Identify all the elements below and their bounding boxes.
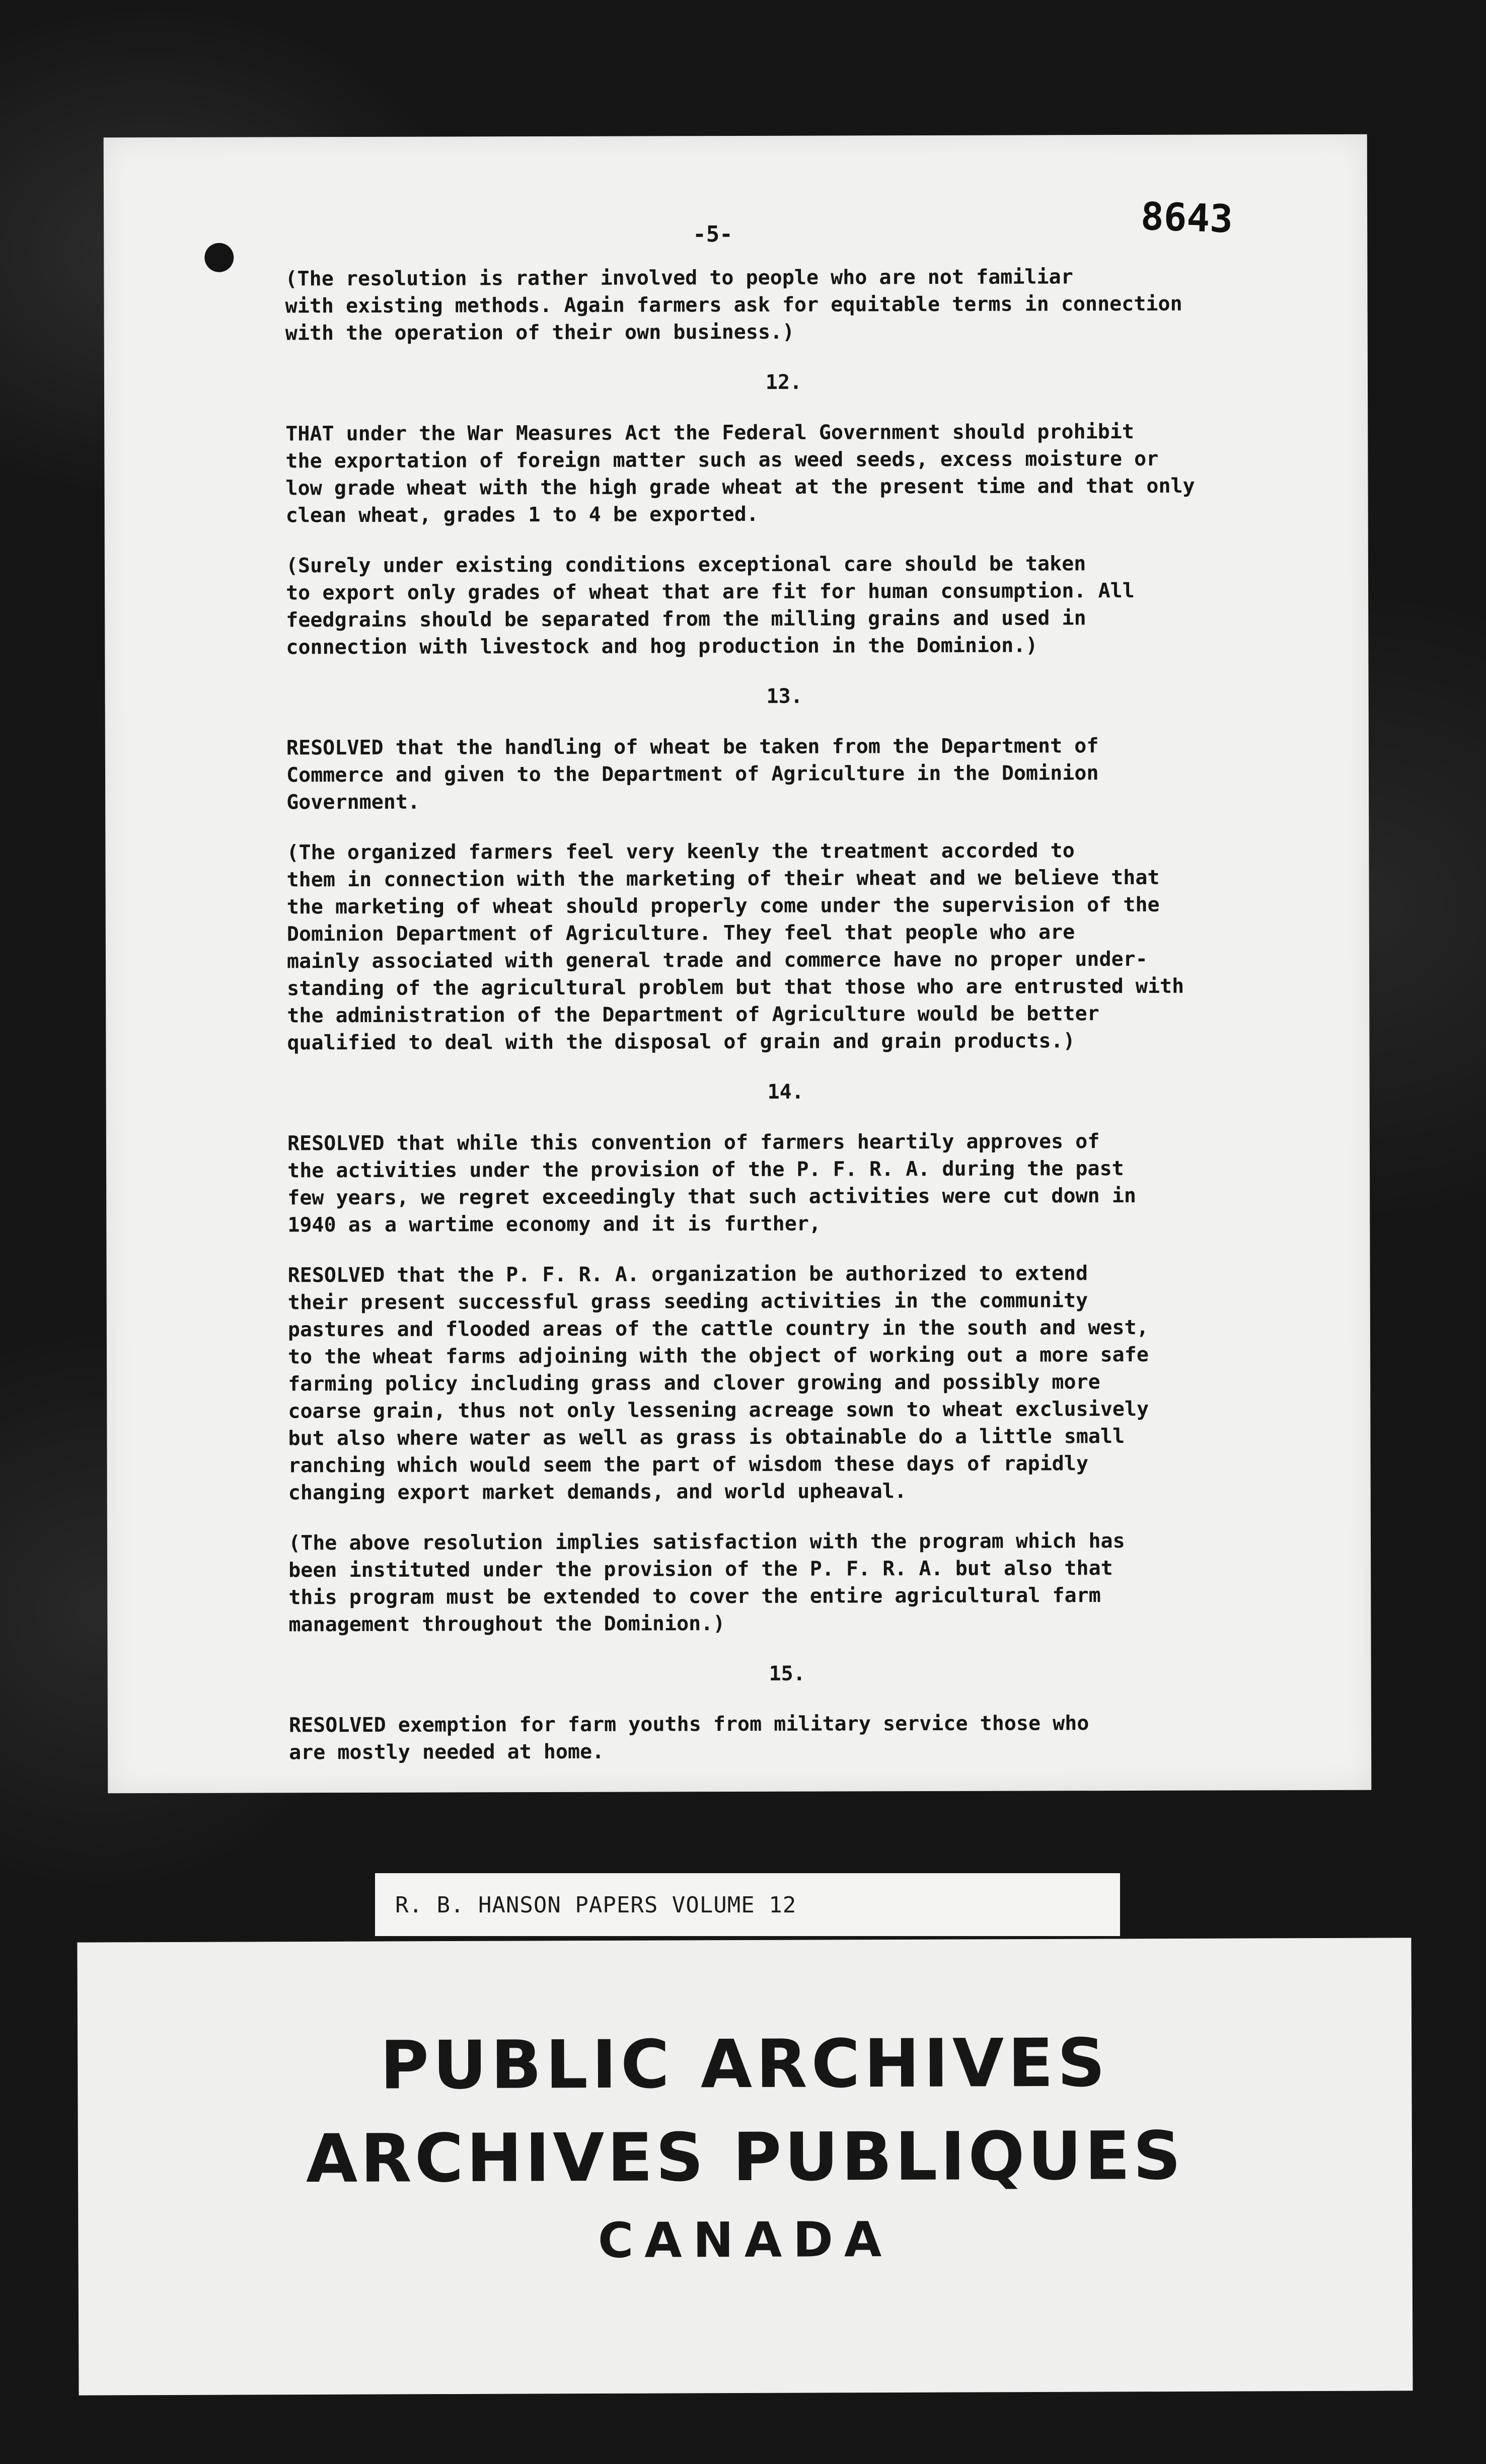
- archives-country: CANADA: [598, 2211, 893, 2269]
- folio-number: 8643: [1140, 193, 1234, 242]
- archives-title-english: PUBLIC ARCHIVES: [380, 2024, 1109, 2105]
- section-13-note: (The organized farmers feel very keenly the treatment accorded to them in connection with the marketing of their wheat and we believe that the marketing of wheat should properly come under the supervision of the Dominion Department of Agriculture. They feel that people who are mainly associated with general trade and commerce have no proper under- standing of the agricultural problem but that those who are entrusted with the administration of the Department of Agriculture would be better qualified to deal with the disposal of grain and grain products.): [286, 839, 1184, 1055]
- section-14-text-2: RESOLVED that the P. F. R. A. organization be authorized to extend their present successful grass seeding activities in the community pastures and flooded areas of the cattle country in the south and west, to the wheat farms adjoining with the object of working out a more safe farming policy including grass and clover growing and possibly more coarse grain, thus not only lessening acreage sown to wheat exclusively but also where water as well as grass is obtainable do a little small ranching which would seem the part of wisdom these days of rapidly changing export market demands, and world upheaval.: [287, 1262, 1149, 1505]
- volume-label: [375, 1873, 1120, 1936]
- volume-label-text: R. B. HANSON PAPERS VOLUME 12: [395, 1892, 797, 1918]
- section-13-text: RESOLVED that the handling of wheat be taken from the Department of Commerce and given to the Department of Agriculture in the Dominion Government.: [286, 734, 1099, 814]
- section-12-text: THAT under the War Measures Act the Federal Government should prohibit the exportation of foreign matter such as weed seeds, excess moisture or low grade wheat with the high grade wheat at the present time and that only clean wheat, grades 1 to 4 be exported.: [285, 420, 1195, 527]
- punch-hole: [204, 243, 234, 272]
- intro-note: (The resolution is rather involved to people who are not familiar with existing methods. Again farmers ask for equitable terms in connection with the operation of their own business.): [285, 265, 1182, 345]
- section-13-number: 13.: [766, 684, 803, 708]
- page-number: -5-: [693, 221, 733, 248]
- section-12-number: 12.: [765, 370, 802, 394]
- section-15-text: RESOLVED exemption for farm youths from military service those who are mostly needed at home.: [288, 1712, 1089, 1764]
- section-14-note: (The above resolution implies satisfaction with the program which has been instituted under the provision of the P. F. R. A. but also that this program must be extended to cover the entire agricultural farm management throughout the Dominion.): [288, 1529, 1125, 1637]
- archives-card: [77, 1938, 1413, 2395]
- document-body: [285, 263, 1225, 1766]
- archives-title-french: ARCHIVES PUBLIQUES: [306, 2117, 1184, 2198]
- section-14-text-1: RESOLVED that while this convention of farmers heartily approves of the activities under the provision of the P. F. R. A. during the past few years, we regret exceedingly that such activities were cut down in 1940 as a wartime economy and it is further,: [287, 1130, 1137, 1237]
- section-14-number: 14.: [767, 1080, 804, 1104]
- section-12-note: (Surely under existing conditions exceptional care should be taken to export only grades of wheat that are fit for human consumption. All feedgrains should be separated from the milling grains and used in connection with livestock and hog production in the Dominion.): [285, 552, 1135, 659]
- section-15-number: 15.: [769, 1662, 805, 1685]
- document-page: [104, 134, 1372, 1794]
